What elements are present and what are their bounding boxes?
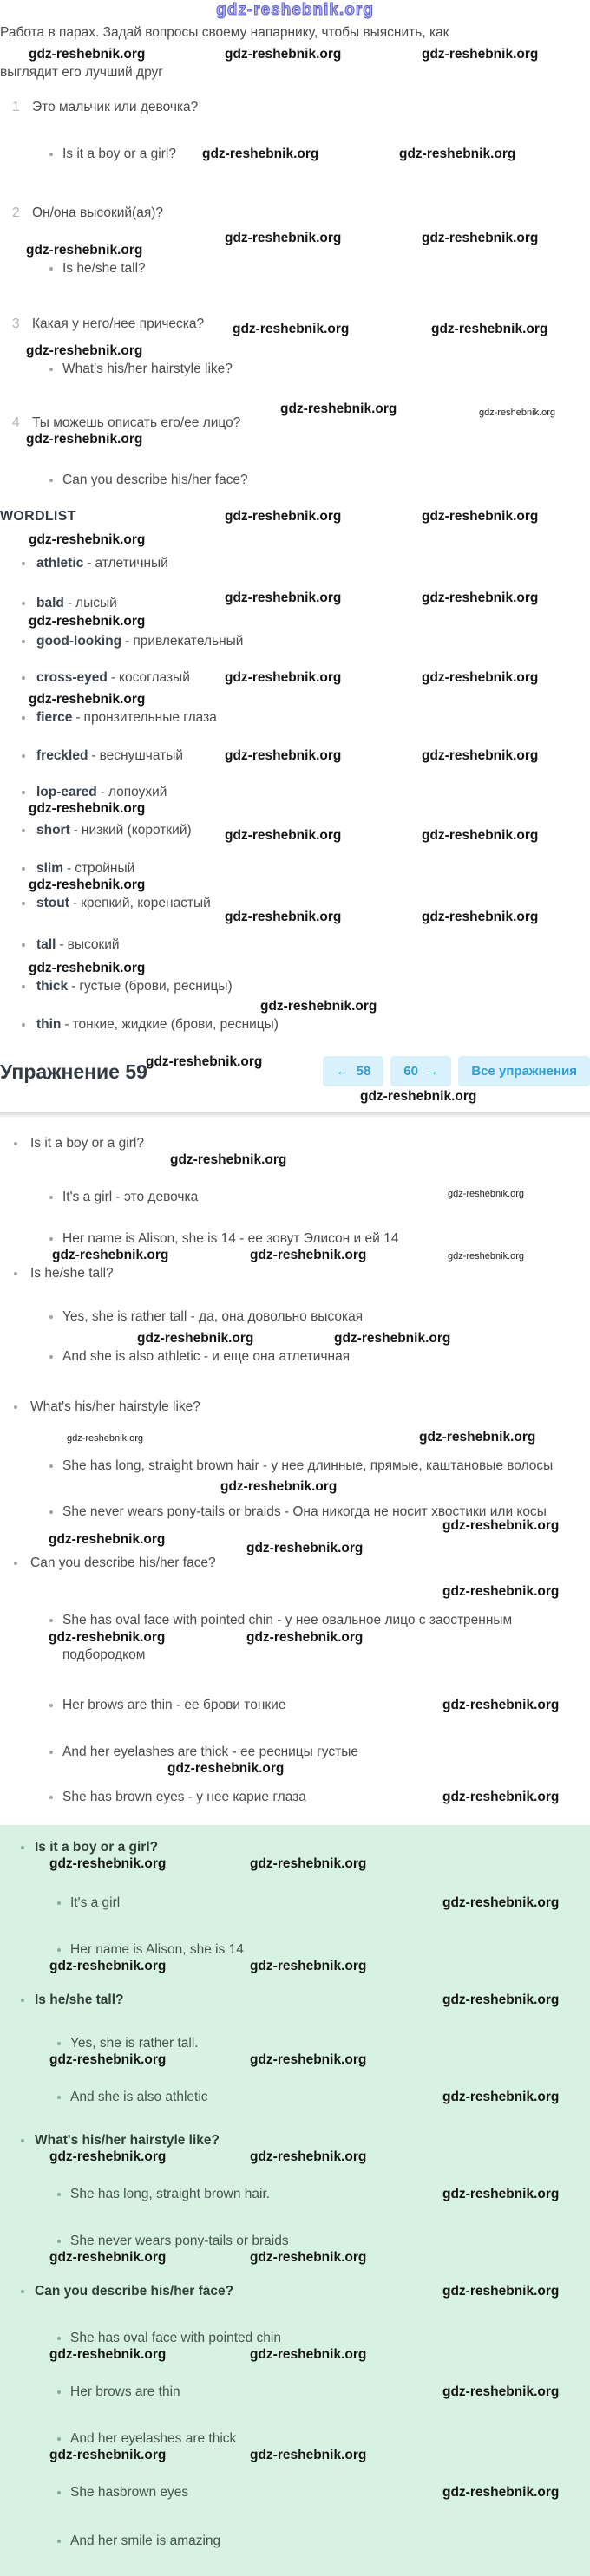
watermark-text: gdz-reshebnik.org <box>225 910 342 924</box>
watermark-text: gdz-reshebnik.org <box>49 1630 166 1645</box>
wordlist-separator: - <box>72 896 78 910</box>
answer-item-text: Her brows are thin - ее брови тонкие <box>62 1698 286 1712</box>
watermark-text: gdz-reshebnik.org <box>49 2052 167 2067</box>
watermark-text: gdz-reshebnik.org <box>225 509 342 524</box>
answer-item <box>0 1348 590 1366</box>
wordlist-translation: тонкие, жидкие (брови, ресницы) <box>72 1017 279 1032</box>
watermark-row <box>0 1584 590 1601</box>
bullet-icon <box>57 2491 61 2494</box>
watermark-text: gdz-reshebnik.org <box>49 1856 167 1871</box>
bullet-icon <box>57 1901 61 1905</box>
wordlist-item <box>0 709 590 727</box>
exercise-header <box>0 1056 590 1087</box>
all-exercises-label: Все упражнения <box>471 1064 577 1079</box>
bullet-icon <box>49 479 53 482</box>
wordlist-translation: лысый <box>75 596 117 610</box>
watermark-text: gdz-reshebnik.org <box>479 408 556 418</box>
answer-item-text: She never wears pony-tails or braids <box>70 2234 289 2248</box>
watermark-row <box>0 2250 590 2267</box>
answer-item-text: Her name is Alison, she is 14 - ее зовут Элисон и ей 14 <box>62 1231 399 1246</box>
watermark-text: gdz-reshebnik.org <box>250 2052 367 2067</box>
task-question-number: 4 <box>12 415 20 430</box>
wordlist-title: WORDLIST <box>0 509 76 524</box>
answer-item-text: She has long, straight brown hair - у нее длинные, прямые, каштановые волосы <box>62 1458 554 1473</box>
bullet-icon <box>22 985 25 988</box>
watermark-row <box>0 432 590 449</box>
wordlist-word: slim <box>36 861 64 876</box>
exercise-nav <box>323 1056 590 1086</box>
wordlist-separator: - <box>73 823 78 838</box>
highlighted-answers-section <box>0 1825 590 2576</box>
bullet-icon <box>14 1142 17 1145</box>
divider <box>0 1112 590 1118</box>
watermark-text: gdz-reshebnik.org <box>29 614 146 629</box>
bullet-icon <box>49 1796 53 1799</box>
answer-item-text: She never wears pony-tails or braids - Она никогда не носит хвостики или косы <box>62 1504 547 1519</box>
watermark-row <box>0 961 590 978</box>
wordlist-word: thin <box>36 1017 62 1032</box>
answer-item-text: She has long, straight brown hair. <box>70 2187 271 2201</box>
watermark-text: gdz-reshebnik.org <box>442 1518 560 1533</box>
watermark-text: gdz-reshebnik.org <box>26 432 143 447</box>
watermark-row <box>0 1089 590 1106</box>
task-question-4-en <box>0 472 590 489</box>
answer-item <box>0 2089 590 2106</box>
watermark-text: gdz-reshebnik.org <box>422 828 539 843</box>
watermark-text: gdz-reshebnik.org <box>49 2448 167 2462</box>
task-question-ru: Ты можешь описать его/ее лицо? <box>32 415 241 430</box>
answer-question-text: Is it a boy or a girl? <box>30 1136 144 1151</box>
wordlist-item <box>0 860 590 877</box>
bullet-icon <box>57 2437 61 2441</box>
bullet-icon <box>22 754 25 758</box>
task-question-number: 1 <box>12 100 20 114</box>
watermark-text: gdz-reshebnik.org <box>448 1189 525 1199</box>
watermark-row <box>0 1856 590 1874</box>
watermark-text: gdz-reshebnik.org <box>29 532 146 547</box>
answer-item-text: Her brows are thin <box>70 2384 180 2399</box>
watermark-text: gdz-reshebnik.org <box>250 1248 367 1262</box>
wordlist-word: thick <box>36 979 69 994</box>
wordlist-word: good-looking <box>36 634 122 649</box>
wordlist-header <box>0 508 590 525</box>
wordlist-translation: густые (брови, ресницы) <box>79 979 233 994</box>
bullet-icon <box>21 2290 24 2293</box>
wordlist-item <box>0 633 590 650</box>
answer-item <box>0 2035 590 2052</box>
wordlist-word: cross-eyed <box>36 670 108 685</box>
watermark-text: gdz-reshebnik.org <box>422 590 539 605</box>
answer-item <box>0 1308 590 1326</box>
answer-question <box>0 2132 590 2149</box>
wordlist-separator: - <box>125 634 130 649</box>
answer-question <box>0 1265 590 1282</box>
answer-item <box>0 1895 590 1912</box>
answer-question-text: Can you describe his/her face? <box>35 2284 234 2299</box>
wordlist-translation: пронзительные глаза <box>83 710 217 725</box>
exercise-title: Упражнение 59 <box>0 1060 148 1083</box>
answer-question-text: Can you describe his/her face? <box>30 1555 216 1570</box>
all-exercises-button[interactable] <box>458 1056 590 1086</box>
wordlist-item <box>0 936 590 954</box>
task-question-ru: Он/она высокий(ая)? <box>32 205 164 220</box>
watermark-text: gdz-reshebnik.org <box>442 1584 560 1599</box>
answer-item <box>0 1492 590 1555</box>
wordlist-translation: стройный <box>75 861 135 876</box>
wordlist-item <box>0 784 590 801</box>
bullet-icon <box>49 153 53 156</box>
next-exercise-label: 60 <box>403 1064 418 1079</box>
wordlist-item <box>0 822 590 843</box>
watermark-text: gdz-reshebnik.org <box>246 1630 364 1645</box>
wordlist-word: tall <box>36 937 56 952</box>
watermark-text: gdz-reshebnik.org <box>442 2384 560 2399</box>
answer-question-text: What's his/her hairstyle like? <box>35 2133 220 2148</box>
prev-exercise-button[interactable] <box>323 1056 384 1086</box>
watermark-row <box>0 877 590 895</box>
wordlist-separator: - <box>87 556 92 571</box>
answer-item <box>0 2430 590 2448</box>
answer-question-text: What's his/her hairstyle like? <box>30 1399 200 1414</box>
watermark-row <box>0 1331 590 1348</box>
wordlist-word: bald <box>36 596 64 610</box>
watermark-row <box>0 1532 590 1549</box>
watermark-text: gdz-reshebnik.org <box>250 2250 367 2265</box>
bullet-icon <box>57 2337 61 2340</box>
watermark-text: gdz-reshebnik.org <box>49 2347 167 2362</box>
watermark-text: gdz-reshebnik.org <box>250 2347 367 2362</box>
wordlist-translation: лопоухий <box>108 785 167 799</box>
watermark-text: gdz-reshebnik.org <box>225 590 342 605</box>
answer-item <box>0 1447 590 1494</box>
answer-item <box>0 2484 590 2501</box>
bullet-icon <box>49 1355 53 1359</box>
watermark-text: gdz-reshebnik.org <box>250 1959 367 1973</box>
task-question-en: Can you describe his/her face? <box>62 473 248 487</box>
answer-item <box>0 2186 590 2203</box>
answer-item <box>0 1230 590 1248</box>
watermark-row <box>0 1152 590 1170</box>
task-question-number: 2 <box>12 205 20 220</box>
answer-item-text: Yes, she is rather tall. <box>70 2036 199 2051</box>
watermark-row <box>0 614 590 631</box>
bullet-icon <box>22 791 25 794</box>
answer-item-text: She hasbrown eyes <box>70 2485 189 2500</box>
watermark-text: gdz-reshebnik.org <box>220 1479 338 1494</box>
answer-item-text: Her name is Alison, she is 14 <box>70 1942 244 1957</box>
watermark-text: gdz-reshebnik.org <box>26 243 143 258</box>
wordlist-separator: - <box>100 785 105 799</box>
watermark-text: gdz-reshebnik.org <box>422 509 539 524</box>
task-question-en: Is he/she tall? <box>62 261 146 276</box>
answer-item-text: She has brown eyes - у нее карие глаза <box>62 1790 306 1804</box>
watermark-text: gdz-reshebnik.org <box>422 47 539 62</box>
answer-item-text: And she is also athletic <box>70 2090 208 2104</box>
wordlist-word: lop-eared <box>36 785 97 799</box>
answers-section <box>0 1118 590 1806</box>
watermark-text: gdz-reshebnik.org <box>360 1089 477 1104</box>
bullet-icon <box>49 1464 53 1468</box>
bullet-icon <box>57 2193 61 2196</box>
answer-item <box>0 1603 531 1673</box>
wordlist-item <box>0 747 590 765</box>
watermark-text: gdz-reshebnik.org <box>442 2090 560 2104</box>
watermark-row <box>0 2149 590 2167</box>
answer-item <box>0 2233 590 2250</box>
wordlist-word: freckled <box>36 748 88 763</box>
bullet-icon <box>21 1999 24 2002</box>
bullet-icon <box>49 1315 53 1319</box>
arrow-left-icon: ← <box>336 1064 350 1079</box>
wordlist-item <box>0 555 590 572</box>
bullet-icon <box>49 1704 53 1707</box>
watermark-text: gdz-reshebnik.org <box>442 2485 560 2500</box>
task-question-3 <box>0 316 590 336</box>
answer-item <box>0 1941 590 1959</box>
task-question-ru: Это мальчик или девочка? <box>32 100 199 114</box>
task-question-1-en <box>0 146 590 163</box>
wordlist-item <box>0 1016 590 1034</box>
watermark-text: gdz-reshebnik.org <box>29 877 146 892</box>
watermark-text: gdz-reshebnik.org <box>233 322 350 336</box>
answer-item <box>0 1744 590 1761</box>
watermark-row <box>0 801 590 818</box>
watermark-row <box>0 692 590 709</box>
watermark-text: gdz-reshebnik.org <box>250 2149 367 2164</box>
watermark-row <box>0 1248 590 1265</box>
watermark-text: gdz-reshebnik.org <box>52 1248 169 1262</box>
wordlist-item <box>0 895 590 924</box>
answer-question <box>0 1135 590 1152</box>
bullet-icon <box>22 716 25 720</box>
bullet-icon <box>49 267 53 271</box>
watermark-text: gdz-reshebnik.org <box>419 1430 536 1445</box>
bullet-icon <box>22 867 25 871</box>
bullet-icon <box>22 562 25 565</box>
answer-item <box>0 2384 590 2401</box>
answer-item-text: She has oval face with pointed chin - у нее овальное лицо с заостренным подбородком <box>62 1613 513 1662</box>
watermark-text: gdz-reshebnik.org <box>442 1895 560 1910</box>
task-question-1 <box>0 99 590 116</box>
answer-item-text: Yes, she is rather tall - да, она довольно высокая <box>62 1309 364 1324</box>
wordlist-translation: низкий (короткий) <box>81 823 192 838</box>
watermark-text: gdz-reshebnik.org <box>442 2284 560 2299</box>
watermark-text: gdz-reshebnik.org <box>146 1054 263 1069</box>
watermark-text: gdz-reshebnik.org <box>67 1433 144 1444</box>
watermark-row <box>0 343 590 361</box>
wordlist-separator: - <box>64 1017 69 1032</box>
bullet-icon <box>22 676 25 680</box>
bullet-icon <box>22 829 25 832</box>
watermark-text: gdz-reshebnik.org <box>280 401 397 416</box>
watermark-row <box>0 47 590 64</box>
wordlist-separator: - <box>67 596 73 610</box>
watermark-text: gdz-reshebnik.org <box>442 1790 560 1804</box>
bullet-icon <box>21 1846 24 1849</box>
watermark-text: gdz-reshebnik.org <box>422 670 539 685</box>
watermark-text: gdz-reshebnik.org <box>29 692 146 707</box>
watermark-text: gdz-reshebnik.org <box>431 322 548 336</box>
task-question-4 <box>0 401 590 432</box>
intro-text-line2: выглядит его лучший друг <box>0 65 163 80</box>
watermark-row <box>0 2052 590 2070</box>
watermark-text: gdz-reshebnik.org <box>49 2250 167 2265</box>
answer-question <box>0 2283 590 2300</box>
wordlist-translation: высокий <box>67 937 120 952</box>
watermark-text: gdz-reshebnik.org <box>29 801 146 816</box>
bullet-icon <box>14 1272 17 1275</box>
wordlist-translation: веснушчатый <box>99 748 184 763</box>
task-question-3-en <box>0 361 590 378</box>
watermark-text: gdz-reshebnik.org <box>442 1698 560 1712</box>
watermark-text: gdz-reshebnik.org <box>225 828 342 843</box>
watermark-text: gdz-reshebnik.org <box>448 1251 525 1262</box>
site-watermark-header <box>0 0 590 23</box>
wordlist-translation: атлетичный <box>95 556 168 571</box>
intro-text-line1: Работа в парах. Задай вопросы своему напарнику, чтобы выяснить, как <box>0 25 449 40</box>
watermark-row <box>0 532 590 550</box>
bullet-icon <box>22 602 25 605</box>
watermark-text: gdz-reshebnik.org <box>49 1959 167 1973</box>
task-question-number: 3 <box>12 316 20 331</box>
watermark-text: gdz-reshebnik.org <box>167 1761 285 1776</box>
arrow-right-icon: → <box>425 1064 439 1079</box>
answer-question-text: Is he/she tall? <box>35 1992 124 2007</box>
watermark-text: gdz-reshebnik.org <box>202 147 319 161</box>
bullet-icon <box>49 1196 53 1199</box>
answer-item-text: And her eyelashes are thick <box>70 2431 237 2446</box>
watermark-row <box>0 231 590 260</box>
task-question-en: What's his/her hairstyle like? <box>62 362 233 376</box>
watermark-row <box>0 999 590 1016</box>
watermark-text: gdz-reshebnik.org <box>334 1331 451 1346</box>
answer-item <box>0 2533 590 2550</box>
bullet-icon <box>49 1751 53 1754</box>
watermark-text: gdz-reshebnik.org <box>29 47 146 62</box>
bullet-icon <box>14 1405 17 1409</box>
task-question-2-en <box>0 260 590 277</box>
bullet-icon <box>49 1510 53 1514</box>
wordlist-word: athletic <box>36 556 84 571</box>
answer-question <box>0 1555 590 1572</box>
bullet-icon <box>57 2540 61 2543</box>
answer-question <box>0 1399 590 1416</box>
bullet-icon <box>14 1562 17 1565</box>
answer-item-text: She has oval face with pointed chin <box>70 2331 281 2345</box>
wordlist-word: stout <box>36 896 69 910</box>
answer-question-text: Is it a boy or a girl? <box>35 1840 159 1855</box>
watermark-text: gdz-reshebnik.org <box>250 2448 367 2462</box>
bullet-icon <box>22 640 25 643</box>
watermark-text: gdz-reshebnik.org <box>225 748 342 763</box>
answer-item <box>0 1697 590 1714</box>
wordlist-translation: косоглазый <box>119 670 190 685</box>
answer-item-text: And she is also athletic - и еще она атлетичная <box>62 1349 351 1364</box>
watermark-text: gdz-reshebnik.org <box>422 910 539 924</box>
bullet-icon <box>57 2096 61 2099</box>
wordlist-translation: крепкий, коренастый <box>81 896 211 910</box>
wordlist-separator: - <box>91 748 96 763</box>
wordlist-separator: - <box>71 979 76 994</box>
answer-question-text: Is he/she tall? <box>30 1266 114 1281</box>
wordlist-separator: - <box>67 861 72 876</box>
site-watermark-logo: gdz-reshebnik.org <box>216 1 374 19</box>
answer-item <box>0 1789 590 1806</box>
watermark-text: gdz-reshebnik.org <box>26 343 143 358</box>
answer-item-text: It's a girl <box>70 1895 121 1910</box>
answer-question <box>0 1992 590 2009</box>
bullet-icon <box>57 2042 61 2045</box>
watermark-text: gdz-reshebnik.org <box>225 231 342 245</box>
wordlist-item <box>0 669 590 687</box>
answer-question <box>0 1839 590 1856</box>
answer-item-text: And her eyelashes are thick - ее ресницы густые <box>62 1745 358 1759</box>
watermark-row <box>0 2347 590 2364</box>
answer-item-text: And her smile is amazing <box>70 2534 221 2548</box>
bullet-icon <box>49 1237 53 1241</box>
task-question-ru: Какая у него/нее прическа? <box>32 316 205 331</box>
watermark-row <box>0 1959 590 1976</box>
watermark-text: gdz-reshebnik.org <box>399 147 516 161</box>
watermark-row <box>0 2448 590 2465</box>
next-exercise-button[interactable] <box>390 1056 451 1086</box>
bullet-icon <box>49 368 53 371</box>
watermark-text: gdz-reshebnik.org <box>422 231 539 245</box>
task-question-en: Is it a boy or a girl? <box>62 147 176 161</box>
bullet-icon <box>49 1619 53 1622</box>
watermark-text: gdz-reshebnik.org <box>225 670 342 685</box>
wordlist-item <box>0 590 590 612</box>
watermark-row <box>0 1430 590 1447</box>
wordlist-separator: - <box>59 937 64 952</box>
bullet-icon <box>57 2240 61 2243</box>
wordlist-separator: - <box>75 710 81 725</box>
answer-item <box>0 2330 590 2347</box>
watermark-text: gdz-reshebnik.org <box>442 2187 560 2201</box>
watermark-text: gdz-reshebnik.org <box>29 961 146 975</box>
wordlist-translation: привлекательный <box>133 634 244 649</box>
bullet-icon <box>57 2390 61 2394</box>
watermark-text: gdz-reshebnik.org <box>246 1541 364 1555</box>
watermark-text: gdz-reshebnik.org <box>260 999 377 1014</box>
watermark-text: gdz-reshebnik.org <box>422 748 539 763</box>
watermark-text: gdz-reshebnik.org <box>49 1532 166 1547</box>
bullet-icon <box>57 1948 61 1952</box>
watermark-text: gdz-reshebnik.org <box>170 1152 287 1167</box>
watermark-text: gdz-reshebnik.org <box>225 47 342 62</box>
answer-item <box>0 1189 590 1206</box>
watermark-text: gdz-reshebnik.org <box>137 1331 254 1346</box>
bullet-icon <box>22 902 25 905</box>
wordlist-separator: - <box>110 670 116 685</box>
wordlist-item <box>0 978 590 995</box>
task-question-2 <box>0 205 590 222</box>
bullet-icon <box>21 2139 24 2142</box>
watermark-text: gdz-reshebnik.org <box>49 2149 167 2164</box>
bullet-icon <box>22 943 25 947</box>
wordlist-word: short <box>36 823 70 838</box>
answer-item-text: It's a girl - это девочка <box>62 1190 199 1204</box>
watermark-text: gdz-reshebnik.org <box>250 1856 367 1871</box>
watermark-text: gdz-reshebnik.org <box>442 1992 560 2007</box>
prev-exercise-label: 58 <box>356 1064 371 1079</box>
wordlist-word: fierce <box>36 710 73 725</box>
watermark-row <box>0 1761 590 1778</box>
bullet-icon <box>22 1023 25 1027</box>
